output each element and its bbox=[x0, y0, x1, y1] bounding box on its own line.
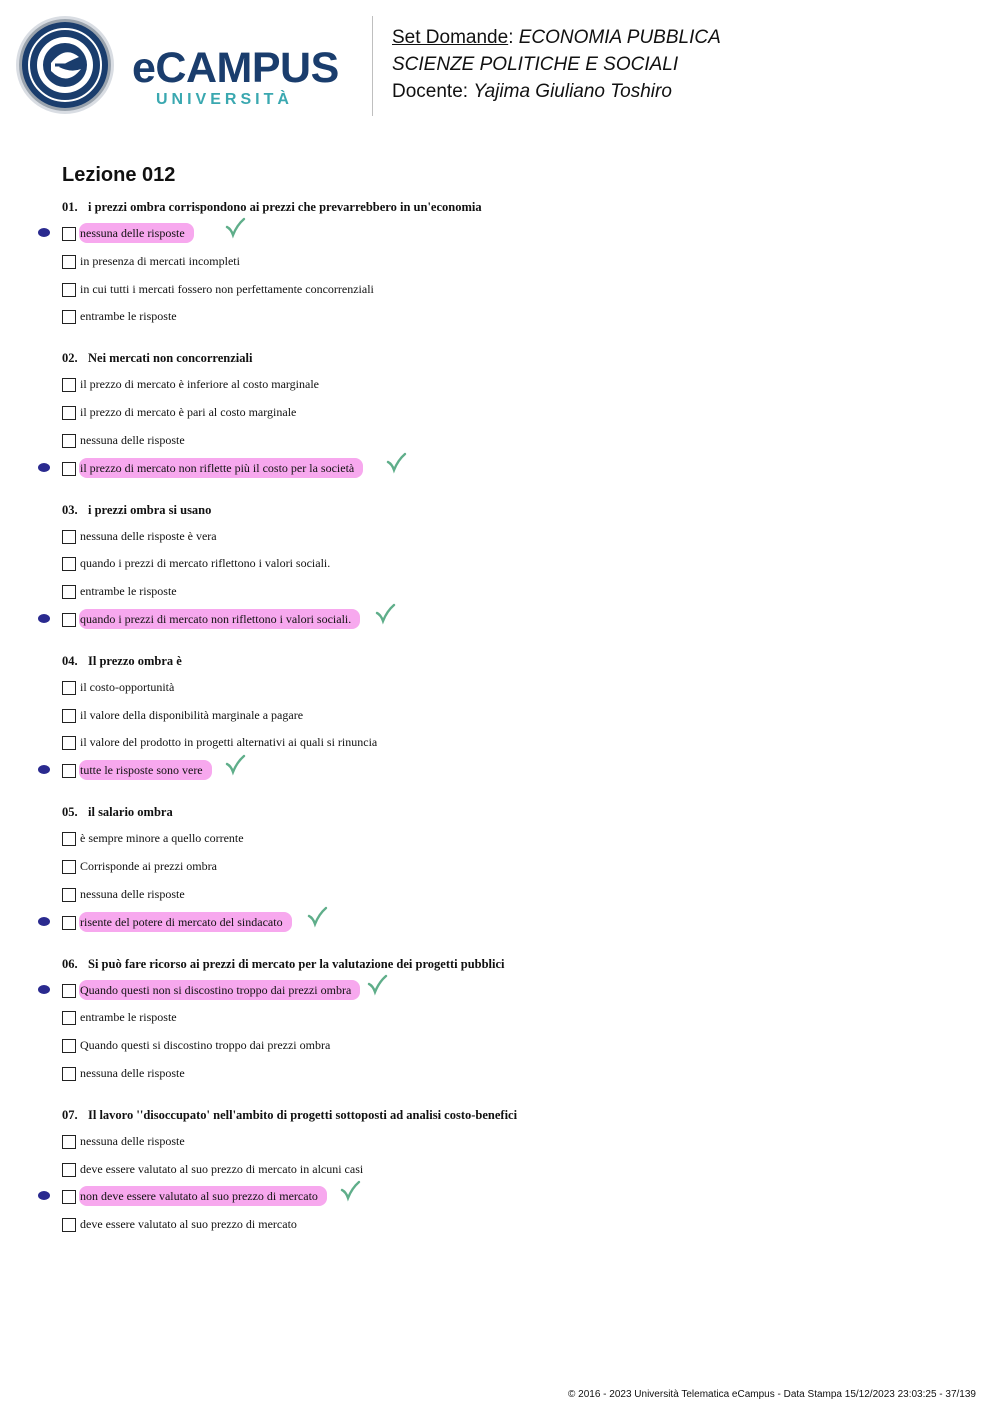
answer-label: in presenza di mercati incompleti bbox=[80, 253, 240, 268]
question-number: 02. bbox=[62, 351, 78, 366]
answer-checkbox[interactable] bbox=[62, 255, 76, 269]
answer-option[interactable] bbox=[62, 402, 962, 430]
answer-checkbox[interactable] bbox=[62, 1218, 76, 1232]
answer-option[interactable] bbox=[62, 223, 962, 251]
question-label: i prezzi ombra si usano bbox=[88, 502, 212, 517]
header-divider bbox=[372, 16, 373, 116]
answer-option[interactable] bbox=[62, 1186, 962, 1214]
answer-checkbox[interactable] bbox=[62, 1190, 76, 1204]
checkmark-icon bbox=[339, 1180, 361, 1202]
answer-label: tutte le risposte sono vere bbox=[79, 760, 212, 780]
answer-option[interactable] bbox=[62, 251, 962, 279]
answer-option[interactable] bbox=[62, 677, 962, 705]
pen-dot-mark bbox=[38, 917, 50, 926]
answer-checkbox[interactable] bbox=[62, 283, 76, 297]
question-text bbox=[62, 1105, 962, 1125]
set-info: Set Domande: ECONOMIA PUBBLICA SCIENZE POLITICHE E SOCIALI Docente: Yajima Giuliano Toshiro bbox=[392, 27, 721, 102]
answer-label: entrambe le risposte bbox=[80, 1010, 177, 1025]
answer-option[interactable] bbox=[62, 828, 962, 856]
checkmark-icon bbox=[306, 906, 328, 928]
answer-label: nessuna delle risposte bbox=[80, 432, 185, 447]
answer-label: risente del potere di mercato del sindacato bbox=[79, 912, 292, 932]
answer-label: Quando questi non si discostino troppo dai prezzi ombra bbox=[79, 980, 360, 1000]
answer-checkbox[interactable] bbox=[62, 613, 76, 627]
answer-label: entrambe le risposte bbox=[80, 584, 177, 599]
question-5 bbox=[62, 802, 962, 939]
answer-label: entrambe le risposte bbox=[80, 309, 177, 324]
answer-checkbox[interactable] bbox=[62, 860, 76, 874]
answer-label: deve essere valutato al suo prezzo di mercato bbox=[80, 1217, 297, 1232]
question-number: 07. bbox=[62, 1107, 78, 1122]
answer-label: nessuna delle risposte bbox=[80, 886, 185, 901]
checkmark-icon bbox=[224, 754, 246, 776]
answer-label: è sempre minore a quello corrente bbox=[80, 831, 244, 846]
question-label: Il prezzo ombra è bbox=[88, 653, 182, 668]
answer-option[interactable] bbox=[62, 374, 962, 402]
question-2 bbox=[62, 348, 962, 485]
question-7 bbox=[62, 1105, 962, 1242]
question-label: Si può fare ricorso ai prezzi di mercato per la valutazione dei progetti pubblici bbox=[88, 956, 505, 971]
question-number: 06. bbox=[62, 956, 78, 971]
answer-checkbox[interactable] bbox=[62, 227, 76, 241]
page-footer: © 2016 - 2023 Università Telematica eCampus - Data Stampa 15/12/2023 23:03:25 - 37/139 bbox=[568, 1389, 976, 1400]
question-text bbox=[62, 348, 962, 368]
checkmark-icon bbox=[374, 603, 396, 625]
lesson-title: Lezione 012 bbox=[62, 164, 176, 186]
answer-label: quando i prezzi di mercato riflettono i valori sociali. bbox=[80, 556, 331, 571]
answer-label: quando i prezzi di mercato non riflettono i valori sociali. bbox=[79, 609, 360, 629]
answer-checkbox[interactable] bbox=[62, 530, 76, 544]
answer-option[interactable] bbox=[62, 884, 962, 912]
answer-label: il prezzo di mercato non riflette più il costo per la società bbox=[79, 458, 363, 478]
answer-option[interactable] bbox=[62, 609, 962, 637]
answer-option[interactable] bbox=[62, 581, 962, 609]
question-number: 01. bbox=[62, 200, 78, 214]
answer-checkbox[interactable] bbox=[62, 1135, 76, 1149]
question-label: i prezzi ombra corrispondono ai prezzi che prevarrebbero in un'economia bbox=[88, 200, 482, 214]
answer-option[interactable] bbox=[62, 705, 962, 733]
answer-checkbox[interactable] bbox=[62, 832, 76, 846]
question-1 bbox=[62, 197, 962, 334]
checkmark-icon bbox=[224, 217, 246, 239]
answer-option[interactable] bbox=[62, 1063, 962, 1091]
question-text bbox=[62, 802, 962, 822]
answer-checkbox[interactable] bbox=[62, 310, 76, 324]
answer-option[interactable] bbox=[62, 1035, 962, 1063]
answer-label: nessuna delle risposte bbox=[79, 223, 194, 243]
answer-checkbox[interactable] bbox=[62, 406, 76, 420]
pen-dot-mark bbox=[38, 614, 50, 623]
answer-option[interactable] bbox=[62, 760, 962, 788]
checkmark-icon bbox=[385, 452, 407, 474]
checkmark-icon bbox=[366, 974, 388, 996]
answer-option[interactable] bbox=[62, 1131, 962, 1159]
answer-label: Corrisponde ai prezzi ombra bbox=[80, 858, 217, 873]
answer-option[interactable] bbox=[62, 1214, 962, 1242]
answer-label: Quando questi si discostino troppo dai prezzi ombra bbox=[80, 1038, 331, 1053]
question-number: 04. bbox=[62, 653, 78, 668]
pen-dot-mark bbox=[38, 1191, 50, 1200]
answer-option[interactable] bbox=[62, 553, 962, 581]
answer-option[interactable] bbox=[62, 430, 962, 458]
answer-label: in cui tutti i mercati fossero non perfettamente concorrenziali bbox=[80, 281, 374, 296]
question-number: 05. bbox=[62, 805, 78, 820]
pen-dot-mark bbox=[38, 765, 50, 774]
answer-checkbox[interactable] bbox=[62, 709, 76, 723]
answer-checkbox[interactable] bbox=[62, 1011, 76, 1025]
answer-checkbox[interactable] bbox=[62, 888, 76, 902]
page-header bbox=[0, 0, 1000, 130]
answer-checkbox[interactable] bbox=[62, 557, 76, 571]
question-label: il salario ombra bbox=[88, 805, 173, 820]
question-label: Nei mercati non concorrenziali bbox=[88, 351, 253, 366]
answer-label: nessuna delle risposte è vera bbox=[80, 528, 217, 543]
answer-checkbox[interactable] bbox=[62, 984, 76, 998]
teacher-label: Docente bbox=[392, 81, 463, 102]
answer-checkbox[interactable] bbox=[62, 1067, 76, 1081]
answer-option[interactable] bbox=[62, 526, 962, 554]
ecampus-seal-logo bbox=[15, 15, 115, 115]
pen-dot-mark bbox=[38, 985, 50, 994]
question-4 bbox=[62, 651, 962, 788]
answer-checkbox[interactable] bbox=[62, 378, 76, 392]
answer-checkbox[interactable] bbox=[62, 1039, 76, 1053]
question-text bbox=[62, 954, 962, 974]
answer-checkbox[interactable] bbox=[62, 462, 76, 476]
question-number: 03. bbox=[62, 502, 78, 517]
set-label: Set Domande bbox=[392, 27, 509, 48]
course-name: ECONOMIA PUBBLICA bbox=[518, 27, 721, 48]
pen-dot-mark bbox=[38, 228, 50, 237]
answer-option[interactable] bbox=[62, 458, 962, 486]
ecampus-wordmark bbox=[132, 44, 357, 114]
answer-label: il prezzo di mercato è inferiore al costo marginale bbox=[80, 377, 320, 392]
answer-option[interactable] bbox=[62, 732, 962, 760]
answer-checkbox[interactable] bbox=[62, 916, 76, 930]
answer-label: nessuna delle risposte bbox=[80, 1065, 185, 1080]
brand-sub: UNIVERSITÀ bbox=[156, 91, 293, 108]
answer-option[interactable] bbox=[62, 306, 962, 334]
faculty-name: SCIENZE POLITICHE E SOCIALI bbox=[392, 54, 679, 75]
pen-dot-mark bbox=[38, 463, 50, 472]
question-3 bbox=[62, 500, 962, 637]
answer-label: il costo-opportunità bbox=[80, 679, 175, 694]
answer-label: il prezzo di mercato è pari al costo marginale bbox=[80, 405, 297, 420]
answer-option[interactable] bbox=[62, 1007, 962, 1035]
question-text bbox=[62, 197, 962, 217]
answer-option[interactable] bbox=[62, 1159, 962, 1187]
answer-label: il valore del prodotto in progetti alternativi ai quali si rinuncia bbox=[80, 735, 378, 750]
teacher-name: Yajima Giuliano Toshiro bbox=[473, 81, 672, 102]
answer-option[interactable] bbox=[62, 980, 962, 1008]
answer-label: deve essere valutato al suo prezzo di mercato in alcuni casi bbox=[80, 1161, 364, 1176]
answer-option[interactable] bbox=[62, 856, 962, 884]
question-6 bbox=[62, 954, 962, 1091]
answer-checkbox[interactable] bbox=[62, 434, 76, 448]
question-label: Il lavoro ''disoccupato' nell'ambito di progetti sottoposti ad analisi costo-benefici bbox=[88, 1107, 518, 1122]
brand-name: eCAMPUS bbox=[132, 44, 339, 92]
question-text bbox=[62, 651, 962, 671]
answer-checkbox[interactable] bbox=[62, 585, 76, 599]
answer-label: non deve essere valutato al suo prezzo di mercato bbox=[79, 1186, 327, 1206]
answer-checkbox[interactable] bbox=[62, 681, 76, 695]
question-text bbox=[62, 500, 962, 520]
answer-label: nessuna delle risposte bbox=[80, 1133, 185, 1148]
answer-checkbox[interactable] bbox=[62, 764, 76, 778]
answer-checkbox[interactable] bbox=[62, 736, 76, 750]
answer-checkbox[interactable] bbox=[62, 1163, 76, 1177]
answer-option[interactable] bbox=[62, 912, 962, 940]
answer-label: il valore della disponibilità marginale a pagare bbox=[80, 707, 304, 722]
answer-option[interactable] bbox=[62, 279, 962, 307]
